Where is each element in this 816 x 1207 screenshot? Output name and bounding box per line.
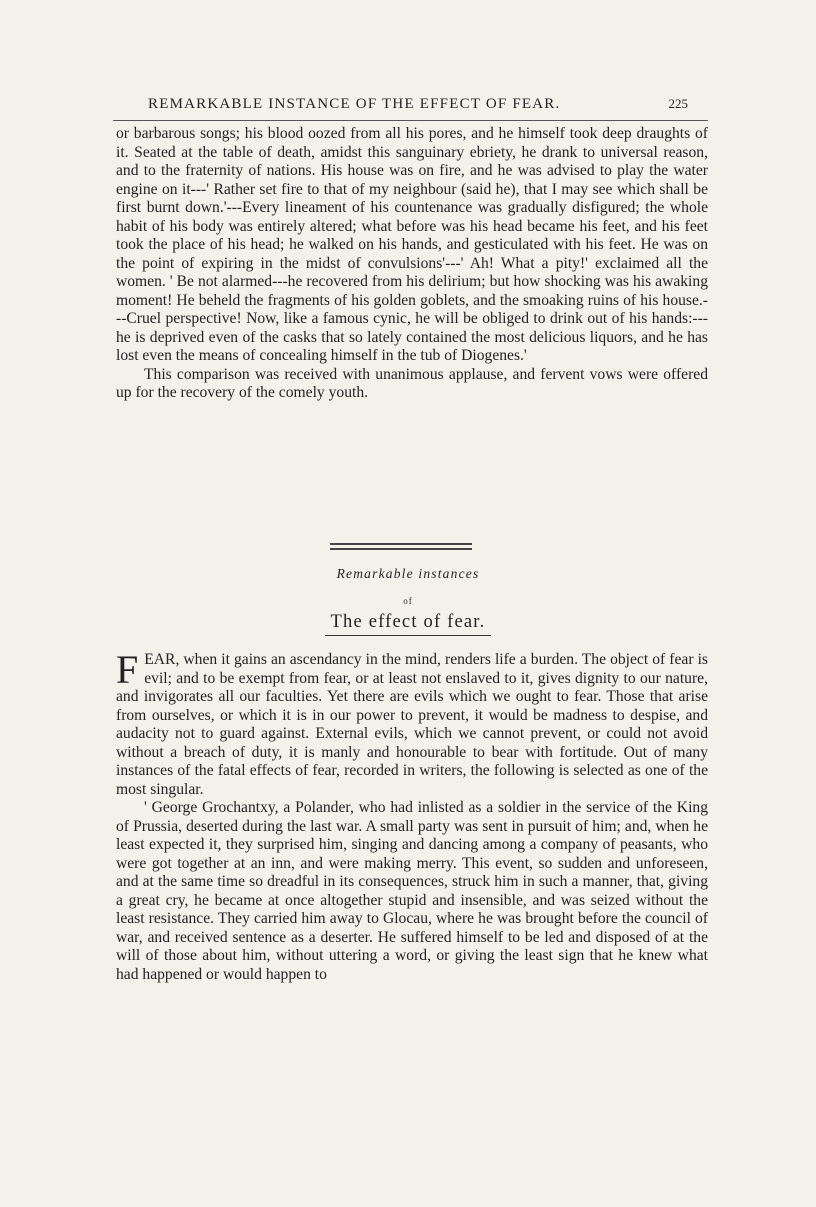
article-paragraph-1-text: EAR, when it gains an ascendancy in the mind, renders life a burden. The object of fear is evil; and to be exempt from fear, or at least not enslaved to it, gives dignity to our nature, and invigorates all our faculties. Yet there are evils which we ought to fear. Those that arise from ourselves, or which it is in our power to prevent, it would be madness to despise, and audacity not to guard against. External evils, which we cannot prevent, or could not avoid without a breach of duty, it is manly and honourable to bear with fortitude. Out of many instances of the fatal effects of fear, recorded in writers, the following is selected as one of the most singular. — [116, 651, 708, 798]
running-head — [148, 96, 688, 113]
header-rule — [113, 120, 708, 121]
drop-cap: F — [116, 647, 139, 692]
continued-paragraph: or barbarous songs; his blood oozed from all his pores, and he himself took deep draughts of it. Seated at the table of death, amidst this sanguinary ebriety, he drank to universal reason, and to the fraternity of nations. His house was on fire, and he was advised to play the water engine on it---' Rather set fire to that of my neighbour (said he), that I may see which shall be first burnt down.'---Every lineament of his countenance was gradually disfigured; the whole habit of his body was entirely altered; what before was his head became his feet, and his feet took the place of his head; he walked on his hands, and gesticulated with his feet. He was on the point of expiring in the midst of convulsions'---' Ah! What a pity!' exclaimed all the women. ' Be not alarmed---he recovered from his delirium; but how shocking was his awaking moment! He beheld the fragments of his golden goblets, and the smoaking ruins of his house.---Cruel perspective! Now, like a famous cynic, he will be obliged to drink out of his hands:---he is deprived even of the casks that so lately contained the most delicious liquors, and he has lost even the means of concealing himself in the tub of Diogenes.' — [116, 125, 708, 364]
section-separator — [330, 543, 472, 553]
article-title-line1: Remarkable instances — [336, 566, 480, 581]
running-title: REMARKABLE INSTANCE OF THE EFFECT OF FEAR. — [148, 96, 561, 112]
article-title-of: of — [403, 596, 413, 606]
article-title-main: The effect of fear. — [325, 612, 492, 636]
comparison-paragraph: This comparison was received with unanimous applause, and fervent vows were offered up for the recovery of the comely youth. — [116, 365, 708, 401]
article-paragraph-2: ' George Grochantxy, a Polander, who had inlisted as a soldier in the service of the King of Prussia, deserted during the last war. A small party was sent in pursuit of him; and, when he least expected it, they surprised him, singing and dancing among a company of peasants, who were got together at an inn, and were making merry. This event, so sudden and unforeseen, and at the same time so dreadful in its consequences, struck him in such a manner, that, giving a great cry, he became at once altogether stupid and insensible, and was seized without the least resistance. They carried him away to Glocau, where he was brought before the council of war, and received sentence as a deserter. He suffered himself to be led and disposed of at the will of those about him, without uttering a word, or giving the least sign that he knew what had happened or would happen to — [116, 799, 708, 983]
article-title-line2 — [0, 612, 816, 633]
previous-article-ending — [116, 125, 708, 403]
article-paragraph-1 — [116, 647, 708, 799]
article-body — [116, 647, 708, 984]
page-number: 225 — [668, 96, 688, 111]
